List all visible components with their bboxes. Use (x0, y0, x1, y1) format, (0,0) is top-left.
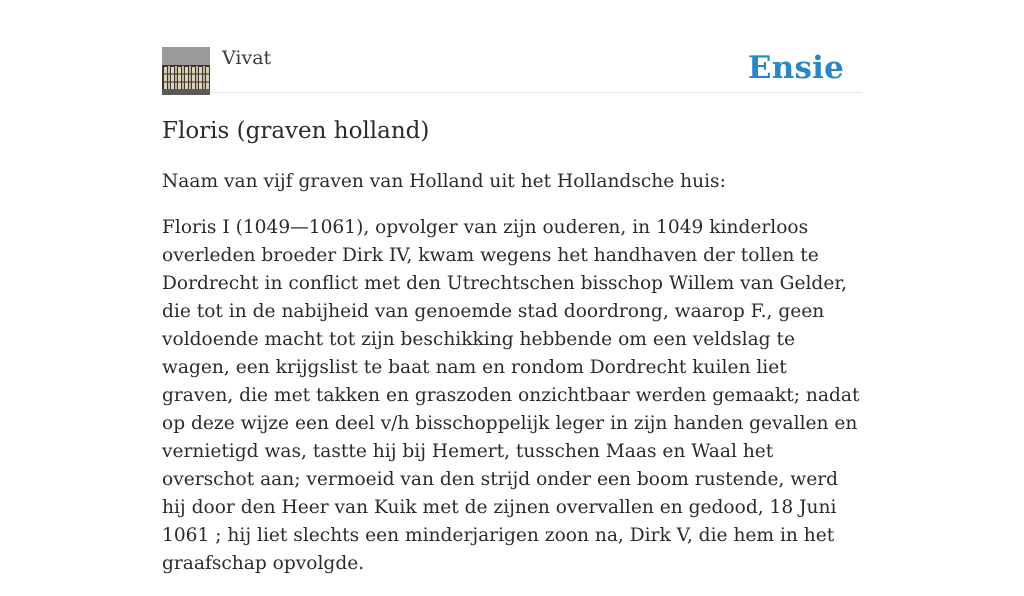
brand-logo[interactable]: Ensie (747, 50, 844, 86)
article-paragraph: Floris I (1049—1061), opvolger van zijn ouderen, in 1049 kinderloos overleden broeder Dirk IV, kwam wegens het handhaven der tollen te Dordrecht in conflict met den Utrechtschen bisschop Willem van Gelder, die tot in de nabijheid van genoemde stad doordrong, waarop F., geen voldoende macht tot zijn beschikking hebbende om een veldslag te wagen, een krijgslist te baat nam en rondom Dordrecht kuilen liet graven, die met takken en graszoden onzichtbaar werden gemaakt; nadat op deze wijze een deel v/h bisschoppelijk leger in zijn handen gevallen en vernietigd was, tastte hij bij Hemert, tusschen Maas en Waal het overschot aan; vermoeid van den strijd onder een boom rustende, werd hij door den Heer van Kuik met de zijnen overvallen en gedood, 18 Juni 1061 ; hij liet slechts een minderjarigen zoon na, Dirk V, die hem in het graafschap opvolgde. (162, 217, 860, 574)
book-spines-avatar-icon[interactable] (162, 47, 210, 95)
article-title: Floris (graven holland) (162, 118, 430, 144)
article-body (162, 168, 862, 596)
site-header (162, 46, 862, 93)
source-name[interactable]: Vivat (222, 47, 272, 69)
article-paragraph: Naam van vijf graven van Holland uit het Hollandsche huis: (162, 171, 726, 192)
